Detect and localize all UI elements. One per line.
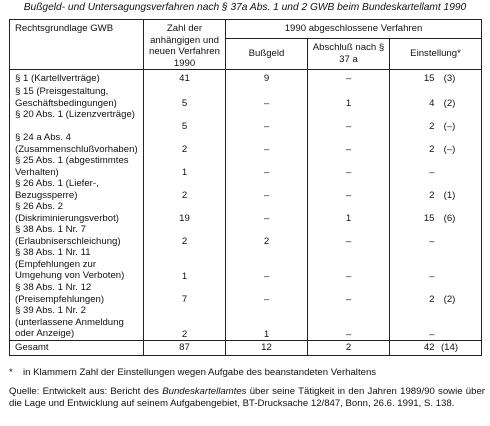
row-label: § 26 Abs. 2 (Diskriminierungsverbot) [10, 201, 144, 224]
row-count: 19 [144, 201, 226, 224]
table-row [10, 224, 482, 247]
row-count: 5 [144, 86, 226, 109]
table-row [10, 247, 482, 282]
row-fine: – [226, 201, 308, 224]
row-fine: – [226, 282, 308, 305]
row-fine: – [226, 86, 308, 109]
row-count: 1 [144, 155, 226, 178]
row-count: 2 [144, 224, 226, 247]
table-row [10, 305, 482, 341]
row-label: § 38 Abs. 1 Nr. 12 (Preisempfehlungen) [10, 282, 144, 305]
table-row [10, 132, 482, 155]
row-label: § 38 Abs. 1 Nr. 11 (Empfehlungen zur Umgehung von Verboten) [10, 247, 144, 282]
row-stop: – [390, 155, 482, 178]
row-stop: 15 (3) [390, 70, 482, 87]
table-row [10, 282, 482, 305]
row-stop: 2 (2) [390, 282, 482, 305]
row-conclusion: – [308, 70, 390, 87]
source-note [9, 386, 485, 409]
footnote [9, 367, 481, 379]
table-row [10, 178, 482, 201]
total-row [10, 341, 482, 356]
row-conclusion: – [308, 282, 390, 305]
source-emph: Bundeskartellamtes [162, 386, 247, 397]
row-label: § 25 Abs. 1 (abgestimmtes Verhalten) [10, 155, 144, 178]
table-row [10, 109, 482, 132]
footnote-mark: * [9, 367, 13, 378]
header-fine: Bußgeld [226, 38, 308, 69]
table-title: Bußgeld- und Untersagungsverfahren nach § 37a Abs. 1 und 2 GWB beim Bundeskartellamt 1990 [23, 2, 467, 13]
table-row [10, 201, 482, 224]
header-closed: 1990 abgeschlossene Verfahren [226, 20, 482, 39]
total-fine: 12 [226, 341, 308, 356]
row-conclusion: 1 [308, 201, 390, 224]
row-label: § 24 a Abs. 4 (Zusammenschlußvorhaben) [10, 132, 144, 155]
row-conclusion: – [308, 155, 390, 178]
row-count: 2 [144, 178, 226, 201]
total-conclusion: 2 [308, 341, 390, 356]
source-suffix: über seine Tätigkeit in den Jahren 1989/90 sowie über die Lage und Entwicklung auf seinem Aufgabengebiet, BT-Drucksache 12/847, Bonn, 26.6. 1991, S. 138. [9, 386, 485, 409]
row-count: 1 [144, 247, 226, 282]
row-count: 7 [144, 282, 226, 305]
total-stop: 42 (14) [390, 341, 482, 356]
row-label: § 26 Abs. 1 (Liefer-, Bezugssperre) [10, 178, 144, 201]
total-label: Gesamt [10, 341, 144, 356]
row-stop: 2 (–) [390, 109, 482, 132]
row-conclusion: – [308, 178, 390, 201]
row-count: 2 [144, 305, 226, 341]
row-stop: 15 (6) [390, 201, 482, 224]
row-fine: – [226, 132, 308, 155]
row-conclusion: – [308, 109, 390, 132]
row-label: § 20 Abs. 1 (Lizenzverträge) [10, 109, 144, 132]
row-stop: 2 (–) [390, 132, 482, 155]
table-row [10, 155, 482, 178]
row-label: § 38 Abs. 1 Nr. 7 (Erlaubniserschleichung) [10, 224, 144, 247]
row-fine: – [226, 155, 308, 178]
header-count: Zahl der anhängigen und neuen Verfahren 1990 [144, 20, 226, 70]
total-count: 87 [144, 341, 226, 356]
header-stop: Einstellung* [390, 38, 482, 69]
row-fine: 9 [226, 70, 308, 87]
source-prefix: Quelle: Entwickelt aus: Bericht des [9, 386, 159, 397]
row-fine: – [226, 247, 308, 282]
row-label: § 1 (Kartellverträge) [10, 70, 144, 87]
proceedings-table [9, 19, 482, 356]
row-fine: – [226, 109, 308, 132]
row-label: § 39 Abs. 1 Nr. 2 (unterlassene Anmeldung oder Anzeige) [10, 305, 144, 341]
row-label: § 15 (Preisgestaltung, Geschäftsbedingungen) [10, 86, 144, 109]
row-conclusion: 1 [308, 86, 390, 109]
header-conclusion: Abschluß nach § 37 a [308, 38, 390, 69]
row-conclusion: – [308, 305, 390, 341]
row-stop: – [390, 224, 482, 247]
table-row [10, 86, 482, 109]
table-row [10, 70, 482, 87]
row-stop: – [390, 305, 482, 341]
row-stop: 2 (1) [390, 178, 482, 201]
row-count: 5 [144, 109, 226, 132]
row-stop: – [390, 247, 482, 282]
footnote-text: in Klammern Zahl der Einstellungen wegen Aufgabe des beanstandeten Verhaltens [23, 367, 377, 378]
row-count: 41 [144, 70, 226, 87]
header-basis: Rechtsgrundlage GWB [10, 20, 144, 70]
row-stop: 4 (2) [390, 86, 482, 109]
row-conclusion: – [308, 132, 390, 155]
row-conclusion: – [308, 224, 390, 247]
row-count: 2 [144, 132, 226, 155]
row-fine: – [226, 178, 308, 201]
row-fine: 2 [226, 224, 308, 247]
row-conclusion: – [308, 247, 390, 282]
row-fine: 1 [226, 305, 308, 341]
